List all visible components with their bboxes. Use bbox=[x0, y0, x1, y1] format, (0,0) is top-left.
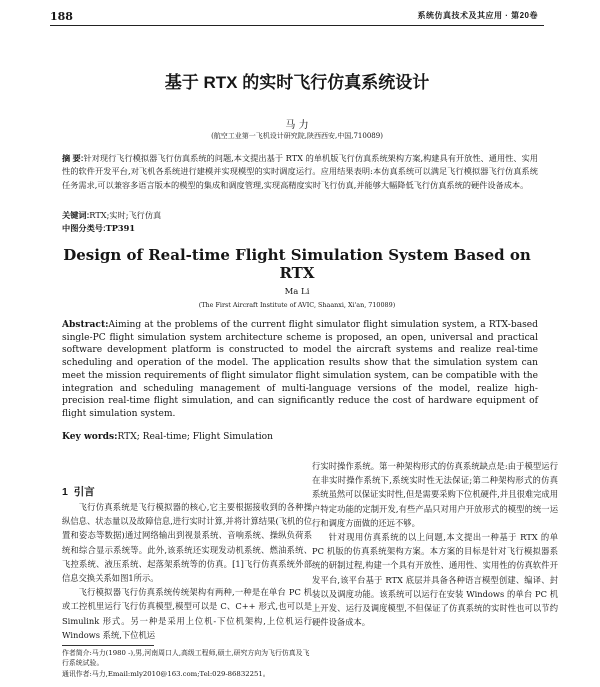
journal-header: 系统仿真技术及其应用 · 第20卷 bbox=[417, 11, 538, 20]
clc-label: 中图分类号: bbox=[62, 224, 106, 233]
left-column bbox=[62, 500, 312, 642]
section-heading bbox=[62, 484, 95, 499]
intro-paragraph-1: 飞行仿真系统是飞行模拟器的核心,它主要根据接收到的各种操纵信息、状态量以及故障信息,进行实时计算,并将计算结果(飞机的位置和姿态等数据)通过网络输出到视景系统、音响系统、操纵负荷系统和综合显示系统等。此外,该系统还实现发动机系统、燃油系统、飞控系统、液压系统、起落架系统等的仿真。[1]飞行仿真系统外部信息交换关系如图1所示。 bbox=[62, 502, 312, 584]
right-column bbox=[312, 459, 558, 629]
keywords-cn bbox=[62, 210, 538, 221]
title-en: Design of Real-time Flight Simulation System Based on RTX bbox=[63, 246, 531, 282]
keywords-en-text: RTX; Real-time; Flight Simulation bbox=[117, 432, 273, 442]
intro-paragraph-2: 飞行模拟器飞行仿真系统传统架构有两种,一种是在单台 PC 机或工控机里运行飞行仿真模型,模型可以是 C、C++ 形式,也可以是 Simulink 形式。另一种是采用上位机-下位机架构,上位机运行 Windows 系统,下位机运 bbox=[62, 587, 312, 640]
header-rule bbox=[50, 25, 544, 26]
footnote-contact: 通讯作者:马力,Email:mly2010@163.com;Tel:029-86832251。 bbox=[62, 670, 270, 678]
affiliation-en: (The First Aircraft Institute of AVIC, Shaanxi, Xi'an, 710089) bbox=[198, 301, 396, 309]
keywords-en bbox=[62, 431, 538, 442]
author-cn: 马 力 bbox=[285, 120, 309, 131]
abstract-cn-text: 针对现行飞行模拟器飞行仿真系统的问题,本文提出基于 RTX 的单机版飞行仿真系统架构方案,构建具有开放性、通用性、实用性的软件开发平台,对飞机各系统进行建模并实现模型的实时调度运行。应用结果表明:本仿真系统可以满足飞行模拟器飞行仿真系统任务需求,可以兼容多语言版本的模型的集成和调度管理,实现高精度实时飞行仿真,并能够大幅降低飞行仿真系统的硬件设备成本。 bbox=[62, 153, 538, 190]
author-en: Ma Li bbox=[284, 287, 310, 297]
clc-text: TP391 bbox=[105, 223, 136, 233]
abstract-en-label: Abstract: bbox=[62, 319, 109, 330]
abstract-cn-label: 摘 要: bbox=[62, 154, 84, 163]
intro-paragraph-3: 行实时操作系统。第一种架构形式的仿真系统缺点是:由于模型运行在非实时操作系统下,系统实时性无法保证;第二种架构形式的仿真系统虽然可以保证实时性,但是需要采购下位机硬件,并且很难完成用户特定功能的定制开发,有些产品只对用户开放形式的模型的统一运行和调度方面做的还远不够。 bbox=[312, 461, 558, 528]
keywords-cn-label: 关键词: bbox=[62, 211, 90, 220]
intro-paragraph-4: 针对现用仿真系统的以上问题,本文提出一种基于 RTX 的单 PC 机版的仿真系统架构方案。本方案的目标是针对飞行模拟器系统的研制过程,构建一个具有开放性、通用性、实用性的仿真软件开发平台,该平台基于 RTX 底层并具备各种语言模型创建、编译、封装以及调度功能。该系统可以运行在安装 Windows 的单台 PC 机上开发、运行及调度模型,不但保证了仿真系统的实时性也可以节约硬件设备成本。 bbox=[312, 532, 558, 628]
clc-number bbox=[62, 223, 538, 234]
abstract-en-text: Aiming at the problems of the current flight simulator flight simulation system, a RTX-based single-PC flight simulation system architecture scheme is proposed, an open, universal and practical software development platform is constructed to model the aircraft systems and realize real-time scheduling and operation of the model. The application results show that the simulation system can meet the mission requirements of flight simulator flight simulation system, can be compatible with the integration and scheduling management of multi-language versions of the model, realize high-precision real-time flight simulation, and can significantly reduce the cost of hardware equipment of flight simulation system. bbox=[62, 320, 538, 419]
abstract-cn bbox=[62, 152, 538, 192]
footnote-rule bbox=[62, 645, 154, 646]
section-number: 1 bbox=[62, 486, 68, 498]
page-number: 188 bbox=[50, 10, 73, 23]
footnote-bio: 作者简介:马力(1980 -),男,河南周口人,高级工程师,硕士,研究方向为飞行仿真及飞行系统试验。 bbox=[62, 649, 310, 668]
keywords-en-label: Key words: bbox=[62, 431, 118, 442]
abstract-en bbox=[62, 319, 538, 421]
affiliation-cn: (航空工业第一飞机设计研究院,陕西西安,中国,710089) bbox=[211, 132, 383, 140]
keywords-cn-text: RTX;实时;飞行仿真 bbox=[89, 210, 162, 220]
section-title: 引言 bbox=[73, 486, 95, 498]
title-cn: 基于 RTX 的实时飞行仿真系统设计 bbox=[164, 73, 430, 92]
